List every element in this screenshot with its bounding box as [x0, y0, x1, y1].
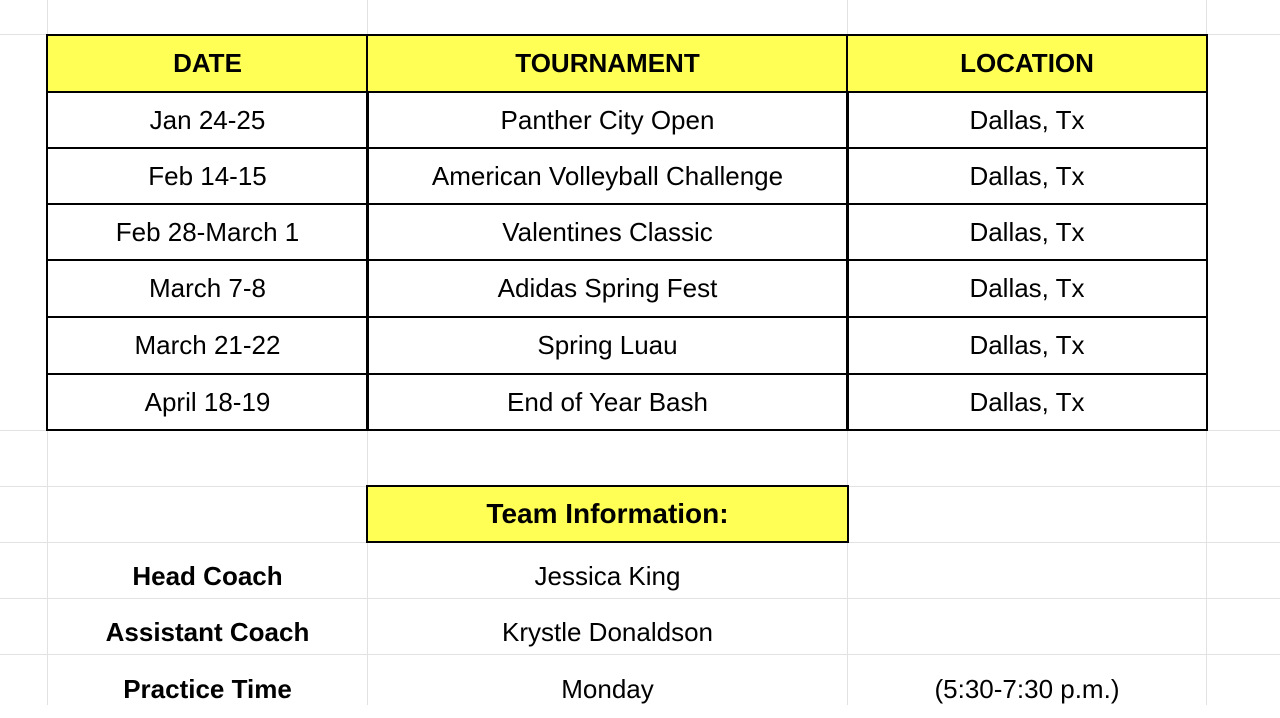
cell-location[interactable]: Dallas, Tx — [846, 203, 1208, 261]
cell-date[interactable]: March 21-22 — [46, 316, 369, 375]
cell-location[interactable]: Dallas, Tx — [846, 373, 1208, 431]
cell-date[interactable]: Feb 14-15 — [46, 147, 369, 205]
cell-tournament[interactable]: Adidas Spring Fest — [366, 259, 849, 318]
label-assistant-coach[interactable]: Assistant Coach — [105, 616, 310, 647]
cell-tournament[interactable]: Panther City Open — [366, 91, 849, 149]
cell-location[interactable]: Dallas, Tx — [846, 316, 1208, 375]
label-head-coach[interactable]: Head Coach — [132, 560, 283, 591]
header-location[interactable]: LOCATION — [846, 34, 1208, 93]
cell-date[interactable]: March 7-8 — [46, 259, 369, 318]
team-info-title[interactable]: Team Information: — [366, 485, 849, 543]
value-practice-hours[interactable]: (5:30-7:30 p.m.) — [934, 673, 1120, 704]
cell-tournament[interactable]: End of Year Bash — [366, 373, 849, 431]
label-practice-time[interactable]: Practice Time — [123, 673, 292, 704]
cell-tournament[interactable]: Valentines Classic — [366, 203, 849, 261]
value-head-coach[interactable]: Jessica King — [534, 560, 681, 591]
value-practice-day[interactable]: Monday — [561, 673, 654, 704]
value-assistant-coach[interactable]: Krystle Donaldson — [502, 616, 713, 647]
cell-date[interactable]: Feb 28-March 1 — [46, 203, 369, 261]
header-date[interactable]: DATE — [46, 34, 369, 93]
cell-location[interactable]: Dallas, Tx — [846, 91, 1208, 149]
cell-location[interactable]: Dallas, Tx — [846, 259, 1208, 318]
cell-tournament[interactable]: Spring Luau — [366, 316, 849, 375]
cell-date[interactable]: April 18-19 — [46, 373, 369, 431]
cell-date[interactable]: Jan 24-25 — [46, 91, 369, 149]
cell-location[interactable]: Dallas, Tx — [846, 147, 1208, 205]
cell-tournament[interactable]: American Volleyball Challenge — [366, 147, 849, 205]
header-tournament[interactable]: TOURNAMENT — [366, 34, 849, 93]
